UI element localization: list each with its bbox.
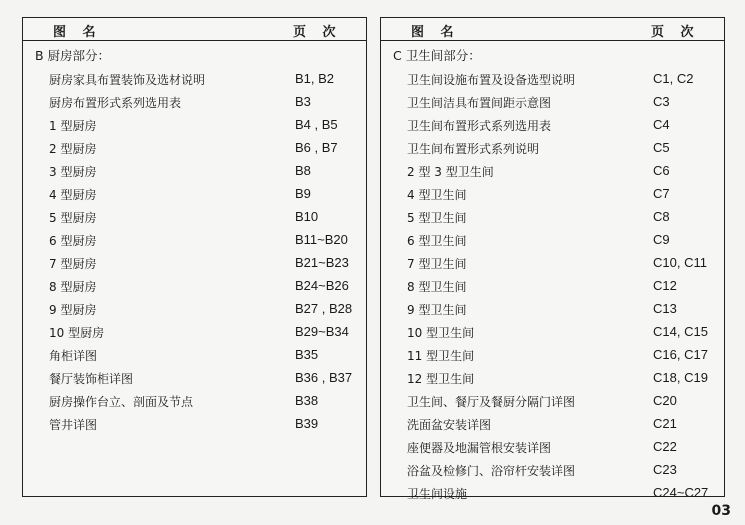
page-ref: B11~B20 <box>295 232 348 247</box>
drawing-name: 角柜详图 <box>49 349 98 363</box>
drawing-name: 1 型厨房 <box>49 119 97 133</box>
table-row <box>381 275 724 298</box>
table-row <box>23 390 366 413</box>
bathroom-index-table <box>380 17 725 501</box>
table-row <box>23 206 366 229</box>
header-page-number: 页 次 <box>293 25 342 40</box>
table-row <box>381 367 724 390</box>
table-row <box>23 298 366 321</box>
table-row <box>23 114 366 137</box>
drawing-name: 2 型厨房 <box>49 142 97 156</box>
drawing-name: 餐厅装饰柜详图 <box>49 372 134 386</box>
page-ref: C16, C17 <box>653 347 708 362</box>
page-ref: B27 , B28 <box>295 301 353 316</box>
page-ref: C20 <box>653 393 677 408</box>
page-ref: B8 <box>295 163 311 178</box>
drawing-name: 5 型卫生间 <box>407 211 467 225</box>
page-ref: C24~C27 <box>653 485 709 500</box>
kitchen-index-table <box>22 17 367 497</box>
table-row <box>381 459 724 482</box>
drawing-name: 3 型厨房 <box>49 165 97 179</box>
table-row <box>23 91 366 114</box>
page-ref: B6 , B7 <box>295 140 338 155</box>
table-row <box>381 482 724 505</box>
page-ref: B36 , B37 <box>295 370 353 385</box>
drawing-name: 洗面盆安装详图 <box>407 418 492 432</box>
page-ref: B24~B26 <box>295 278 349 293</box>
table-row <box>381 390 724 413</box>
section-title-kitchen: B 厨房部分： <box>35 48 111 63</box>
drawing-name: 厨房操作台立、剖面及节点 <box>49 395 194 409</box>
page-ref: C21 <box>653 416 677 431</box>
table-row <box>23 321 366 344</box>
page-ref: C23 <box>653 462 677 477</box>
page-ref: B35 <box>295 347 319 362</box>
table-row <box>381 436 724 459</box>
table-row <box>381 298 724 321</box>
page-ref: B1, B2 <box>295 71 335 86</box>
drawing-name: 10 型厨房 <box>49 326 105 340</box>
page-ref: C10, C11 <box>653 255 707 270</box>
drawing-name: 8 型卫生间 <box>407 280 467 294</box>
page-ref: C13 <box>653 301 677 316</box>
page-ref: C22 <box>653 439 677 454</box>
drawing-name: 5 型厨房 <box>49 211 97 225</box>
page-ref: B39 <box>295 416 319 431</box>
page-ref: C8 <box>653 209 670 224</box>
table-row <box>381 229 724 252</box>
drawing-name: 9 型卫生间 <box>407 303 467 317</box>
drawing-name: 座便器及地漏管根安装详图 <box>407 441 552 455</box>
table-row <box>381 344 724 367</box>
drawing-name: 7 型卫生间 <box>407 257 467 271</box>
table-row <box>381 413 724 436</box>
drawing-name: 2 型 3 型卫生间 <box>407 165 494 179</box>
table-row <box>381 183 724 206</box>
table-row <box>23 344 366 367</box>
table-row <box>23 68 366 91</box>
table-row <box>23 229 366 252</box>
table-row <box>381 91 724 114</box>
page-ref: B10 <box>295 209 319 224</box>
table-row <box>381 206 724 229</box>
table-row <box>381 114 724 137</box>
drawing-name: 6 型厨房 <box>49 234 97 248</box>
drawing-name: 4 型厨房 <box>49 188 97 202</box>
table-row <box>23 413 366 436</box>
section-title-bathroom: C 卫生间部分： <box>393 48 481 63</box>
drawing-name: 卫生间洁具布置间距示意图 <box>407 96 552 110</box>
table-row <box>381 321 724 344</box>
page-ref: B21~B23 <box>295 255 349 270</box>
table-row <box>23 137 366 160</box>
drawing-name: 厨房家具布置装饰及选材说明 <box>49 73 206 87</box>
table-row <box>23 160 366 183</box>
table-row <box>23 183 366 206</box>
drawing-name: 11 型卫生间 <box>407 349 475 363</box>
page-ref: C18, C19 <box>653 370 708 385</box>
table-row <box>23 367 366 390</box>
page-ref: C7 <box>653 186 670 201</box>
page-number: 03 <box>711 503 731 519</box>
page-ref: B9 <box>295 186 311 201</box>
page-ref: C5 <box>653 140 670 155</box>
table-row <box>381 68 724 91</box>
drawing-name: 6 型卫生间 <box>407 234 467 248</box>
drawing-name: 卫生间设施布置及设备选型说明 <box>407 73 576 87</box>
page-ref: C4 <box>653 117 670 132</box>
table-row <box>381 137 724 160</box>
page-ref: C14, C15 <box>653 324 708 339</box>
page-ref: C9 <box>653 232 670 247</box>
drawing-name: 10 型卫生间 <box>407 326 475 340</box>
table-row <box>23 275 366 298</box>
header-page-number: 页 次 <box>651 25 700 40</box>
drawing-name: 卫生间设施 <box>407 487 468 501</box>
table-header <box>23 18 366 41</box>
drawing-name: 卫生间布置形式系列说明 <box>407 142 540 156</box>
table-header <box>381 18 724 41</box>
page-ref: C6 <box>653 163 670 178</box>
drawing-name: 7 型厨房 <box>49 257 97 271</box>
page-ref: B4 , B5 <box>295 117 338 132</box>
drawing-name: 管井详图 <box>49 418 98 432</box>
table-row <box>23 252 366 275</box>
header-drawing-name: 图 名 <box>411 25 460 40</box>
page-ref: B29~B34 <box>295 324 349 339</box>
page-ref: C12 <box>653 278 677 293</box>
drawing-name: 厨房布置形式系列选用表 <box>49 96 182 110</box>
drawing-name: 4 型卫生间 <box>407 188 467 202</box>
drawing-name: 卫生间、餐厅及餐厨分隔门详图 <box>407 395 576 409</box>
page-ref: B38 <box>295 393 319 408</box>
page-ref: C1, C2 <box>653 71 694 86</box>
drawing-name: 卫生间布置形式系列选用表 <box>407 119 552 133</box>
drawing-name: 8 型厨房 <box>49 280 97 294</box>
drawing-name: 浴盆及检修门、浴帘杆安装详图 <box>407 464 576 478</box>
page-ref: C3 <box>653 94 670 109</box>
table-row <box>381 160 724 183</box>
header-drawing-name: 图 名 <box>53 25 102 40</box>
drawing-name: 12 型卫生间 <box>407 372 475 386</box>
drawing-name: 9 型厨房 <box>49 303 97 317</box>
page-ref: B3 <box>295 94 311 109</box>
table-row <box>381 252 724 275</box>
